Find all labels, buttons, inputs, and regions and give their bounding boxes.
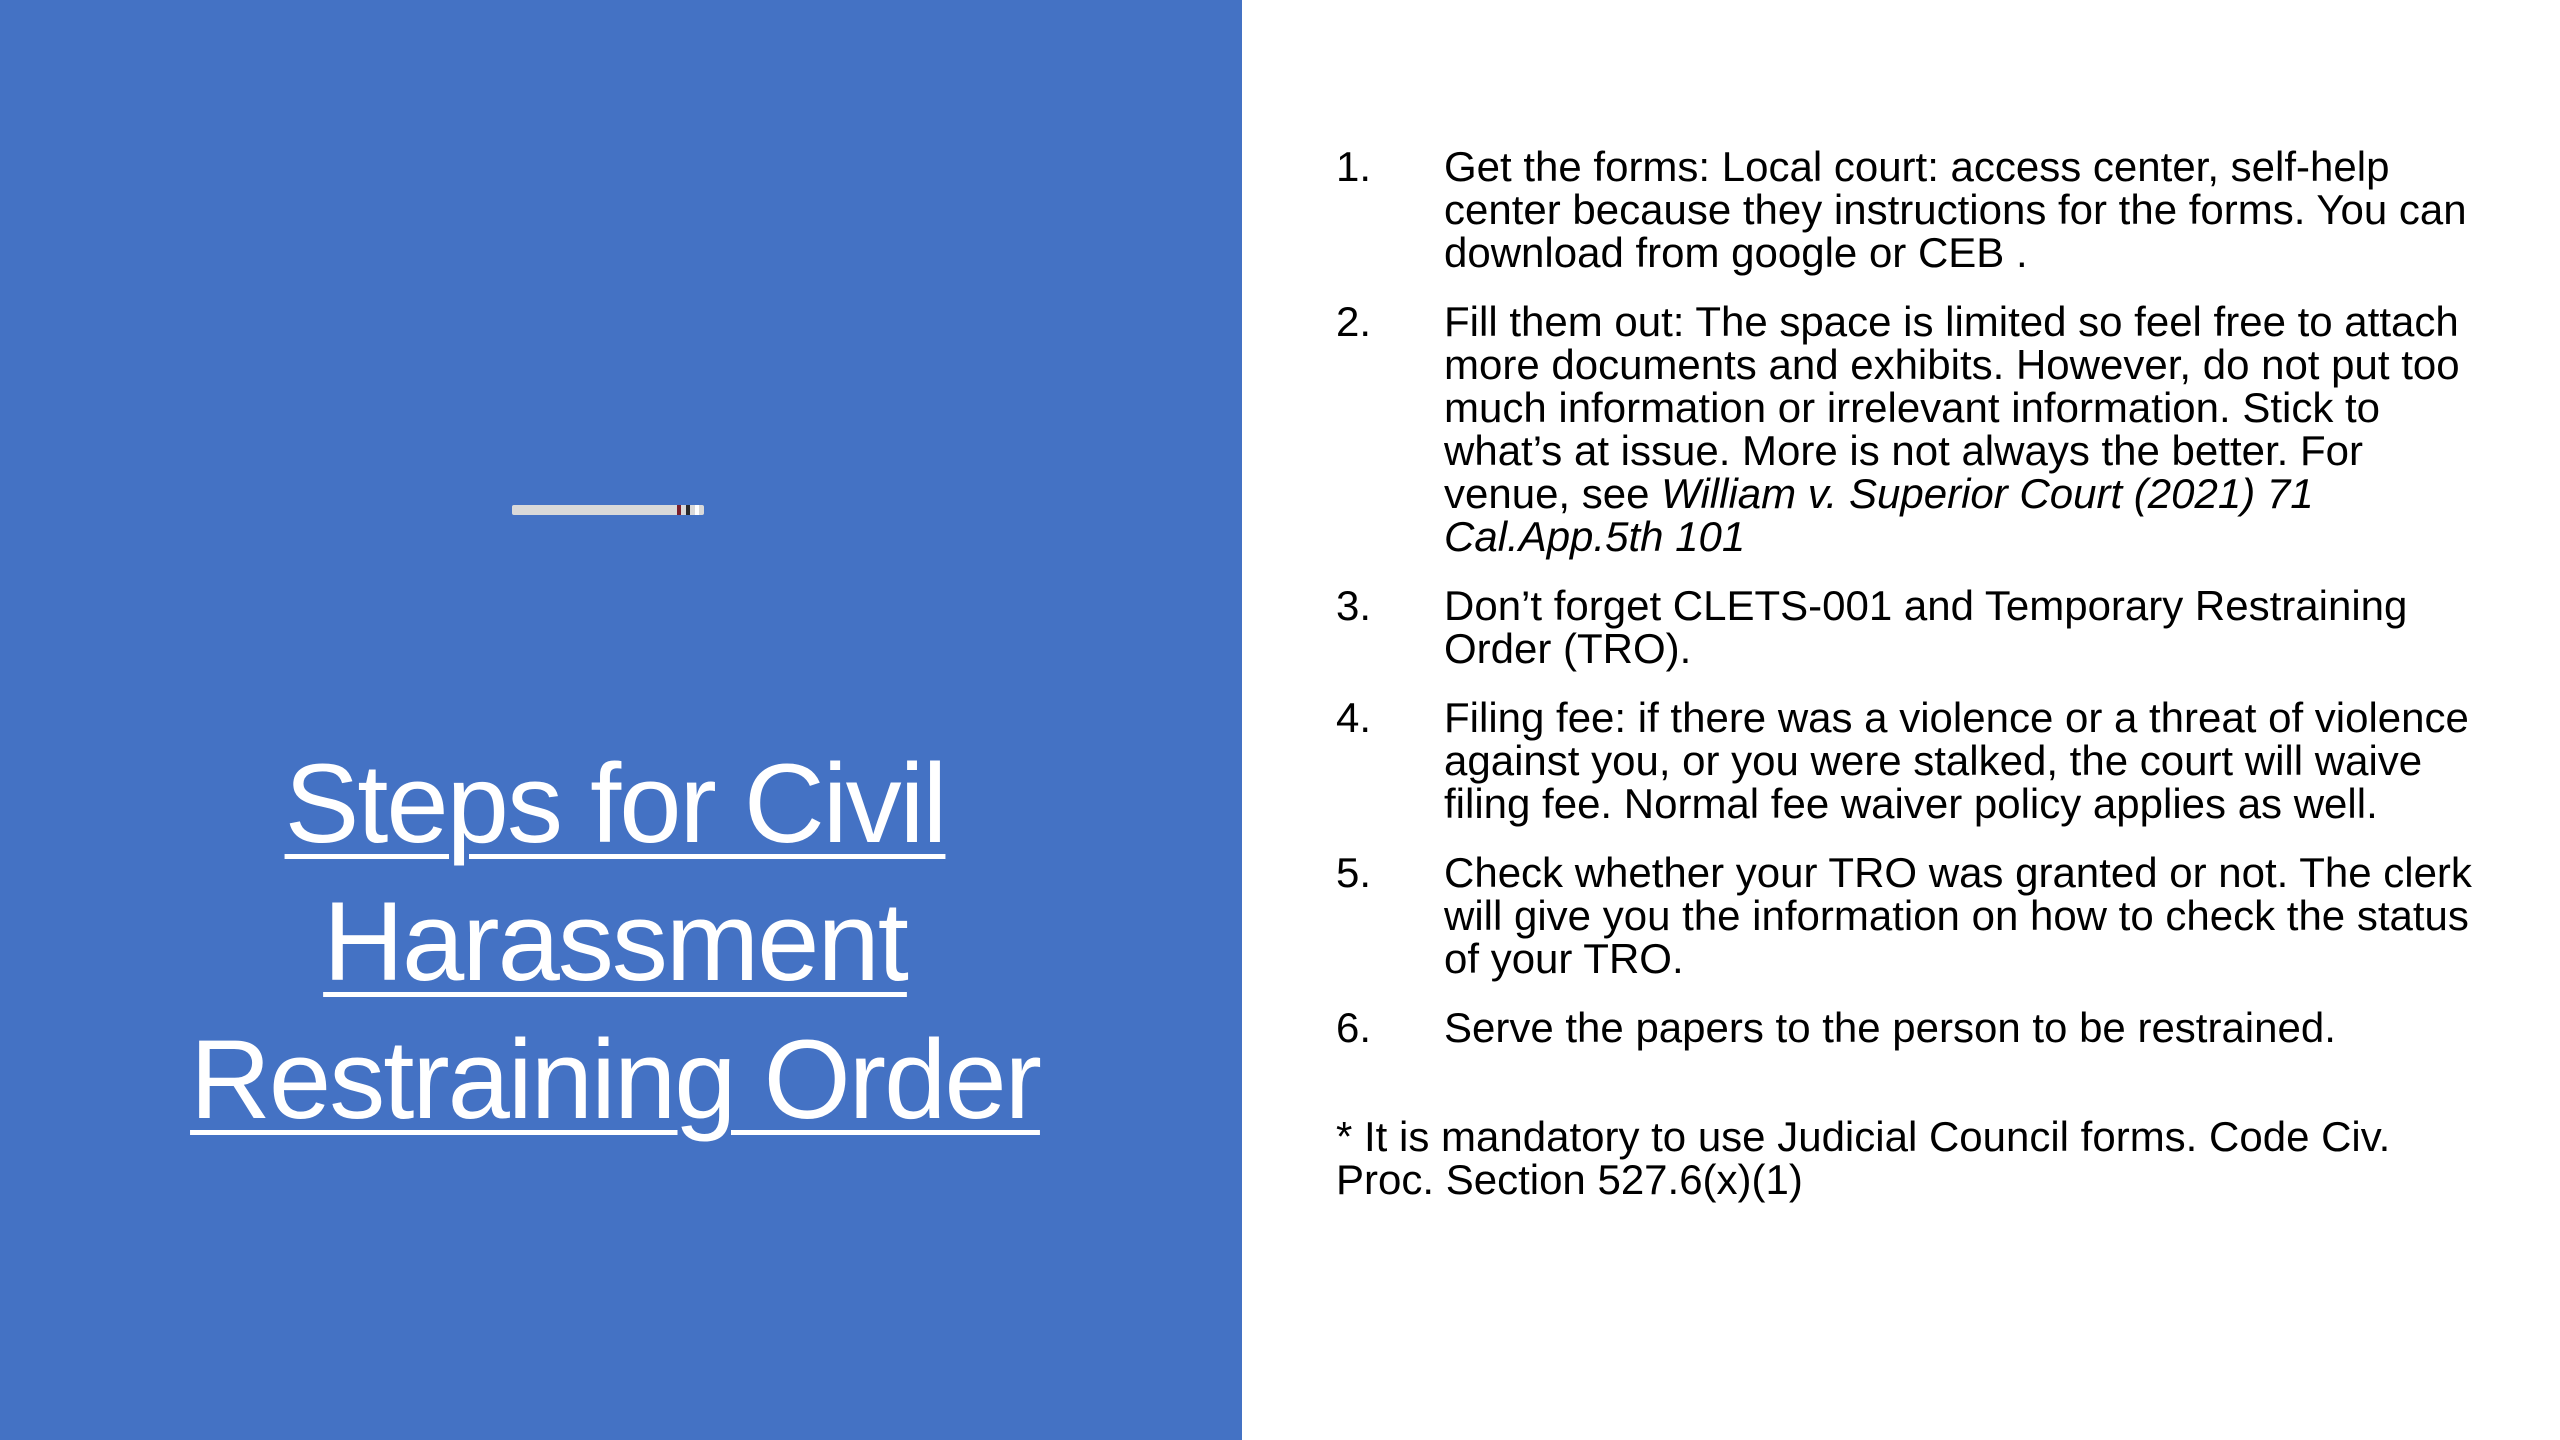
progress-marker — [695, 505, 699, 515]
case-citation: William v. Superior Court (2021) 71 Cal.App.5th 101 — [1444, 470, 2314, 560]
list-item — [1336, 1006, 2486, 1049]
step-number: 5. — [1336, 849, 1372, 896]
slide-title-line[interactable]: Harassment — [323, 879, 907, 1004]
list-item — [1336, 696, 2486, 825]
step-text: Get the forms: Local court: access center, self-help center because they instructions for the forms. You can download from google or CEB . — [1444, 143, 2467, 276]
slide-title-line[interactable]: Restraining Order — [190, 1017, 1040, 1142]
list-item — [1336, 300, 2486, 558]
step-number: 3. — [1336, 582, 1372, 629]
slide-title[interactable] — [100, 735, 1130, 1149]
step-number: 6. — [1336, 1004, 1372, 1051]
title-panel — [0, 0, 1242, 1440]
steps-list — [1336, 145, 2486, 1075]
step-text: Don’t forget CLETS-001 and Temporary Restraining Order (TRO). — [1444, 582, 2408, 672]
progress-marker — [686, 505, 690, 515]
list-item — [1336, 851, 2486, 980]
step-text: Serve the papers to the person to be restrained. — [1444, 1004, 2336, 1051]
progress-marker — [677, 505, 681, 515]
list-item — [1336, 584, 2486, 670]
step-text: Fill them out: The space is limited so feel free to attach more documents and exhibits. However, do not put too much information or irrelevant information. Stick to what’s at issue. More is not always the better. For venue, see — [1444, 298, 2460, 517]
step-number: 2. — [1336, 298, 1372, 345]
step-text: Filing fee: if there was a violence or a threat of violence against you, or you were stalked, the court will waive filing fee. Normal fee waiver policy applies as well. — [1444, 694, 2469, 827]
list-item — [1336, 145, 2486, 274]
step-number: 1. — [1336, 143, 1372, 190]
slide-title-line[interactable]: Steps for Civil — [284, 741, 946, 866]
step-text: Check whether your TRO was granted or not. The clerk will give you the information on how to check the status of your TRO. — [1444, 849, 2472, 982]
step-number: 4. — [1336, 694, 1372, 741]
step-text-wrapper — [1444, 300, 2486, 558]
slide-progress-bar — [512, 505, 704, 515]
footnote: * It is mandatory to use Judicial Council forms. Code Civ. Proc. Section 527.6(x)(1) — [1336, 1113, 2391, 1203]
